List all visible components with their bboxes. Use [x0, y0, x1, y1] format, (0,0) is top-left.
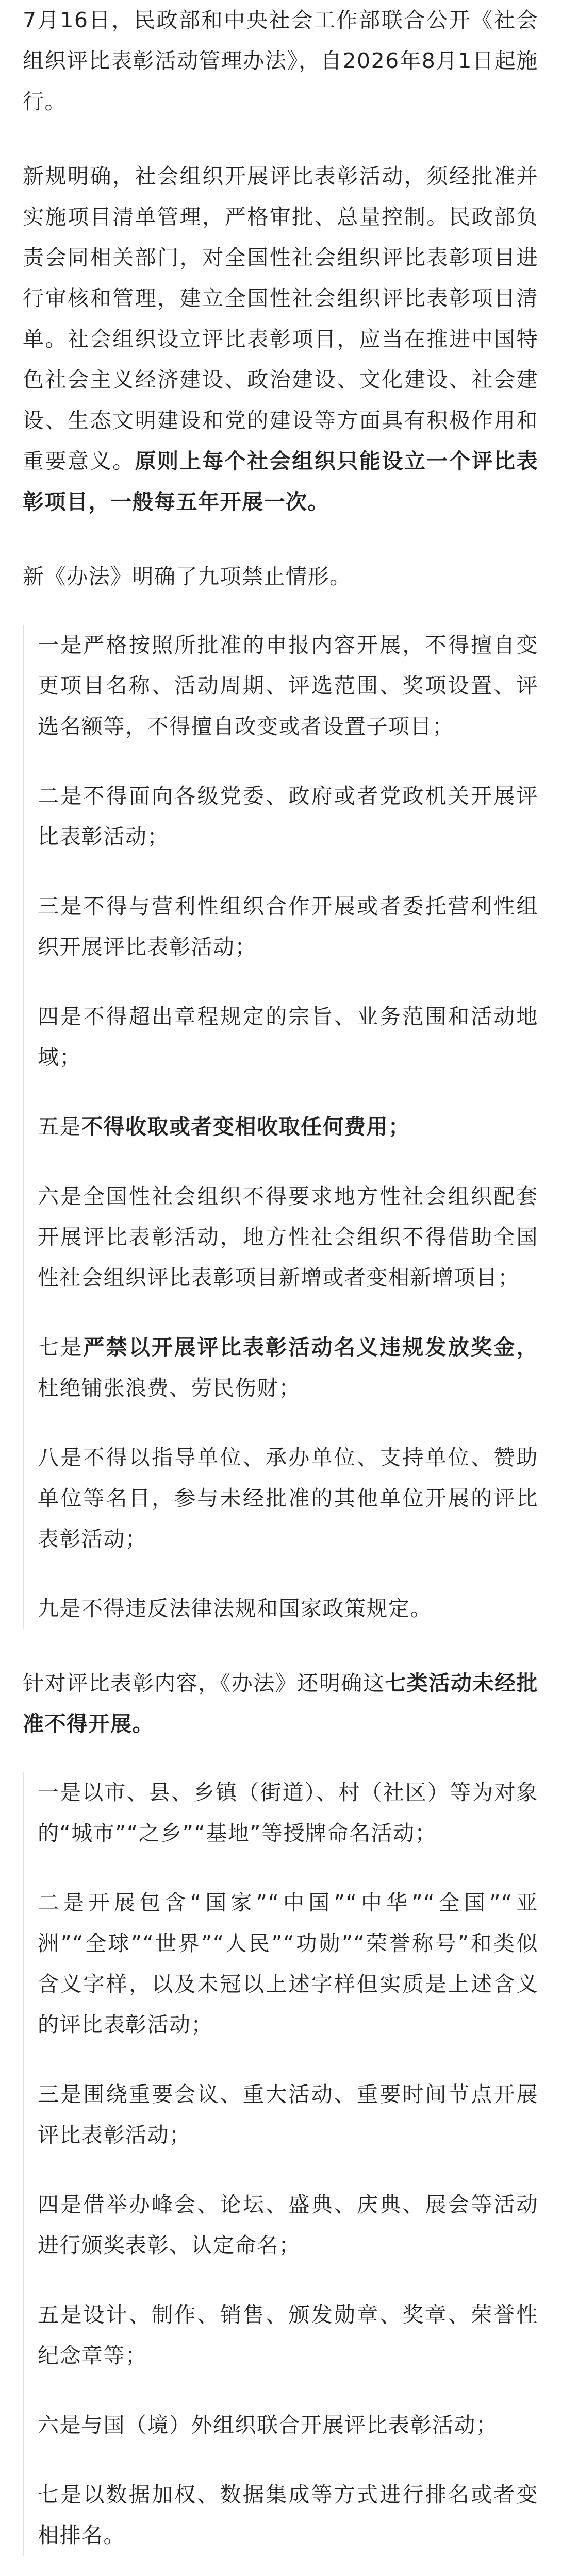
- prohibition-text: 五是: [38, 1114, 81, 1139]
- prohibition-item: [38, 886, 538, 968]
- prohibition-item: [38, 996, 538, 1078]
- prohibition-item: [38, 625, 538, 747]
- prohibition-item: [38, 776, 538, 857]
- prohibition-text: 一是严格按照所批准的申报内容开展，不得擅自变更项目名称、活动周期、评选范围、奖项设置、评选名额等，不得擅自改变或者设置子项目；: [38, 633, 538, 739]
- activity-item: 五是设计、制作、销售、颁发勋章、奖章、荣誉性纪念章等；: [38, 2302, 538, 2368]
- prohibition-bold-text: 严禁以开展评比表彰活动名义违规发放奖金，: [83, 1335, 539, 1360]
- activities-lead-text: 针对评比表彰内容，《办法》还明确这: [23, 1671, 385, 1696]
- prohibition-text: 九是不得违反法律法规和国家政策规定。: [38, 1596, 432, 1621]
- activity-item: 一是以市、县、乡镇（街道）、村（社区）等为对象的“城市”“之乡”“基地”等授牌命名活动；: [38, 1780, 538, 1845]
- prohibition-item: [38, 1327, 538, 1409]
- prohibition-text: 七是: [38, 1335, 84, 1360]
- prohibition-text: 六是全国性社会组织不得要求地方性社会组织配套开展评比表彰活动，地方性社会组织不得借助全国性社会组织评比表彰项目新增或者变相新增项目；: [38, 1184, 538, 1290]
- prohibition-item: [38, 1588, 538, 1629]
- prohibitions-lead: 新《办法》明确了九项禁止情形。: [23, 564, 352, 589]
- rules-text: 新规明确，社会组织开展评比表彰活动，须经批准并实施项目清单管理，严格审批、总量控制。民政部负责会同相关部门，对全国性社会组织评比表彰项目进行审核和管理，建立全国性社会组织评比表彰项目清单。社会组织设立评比表彰项目，应当在推进中国特色社会主义经济建设、政治建设、文化建设、社会建设、生态文明建设和党的建设等方面具有积极作用和重要意义。: [23, 164, 538, 473]
- prohibition-item: [38, 1107, 538, 1147]
- prohibition-text: 四是不得超出章程规定的宗旨、业务范围和活动地域；: [38, 1004, 538, 1070]
- activity-item: 三是围绕重要会议、重大活动、重要时间节点开展评比表彰活动；: [38, 2082, 538, 2147]
- prohibition-item: [38, 1437, 538, 1560]
- intro-paragraph: 7月16日，民政部和中央社会工作部联合公开《社会组织评比表彰活动管理办法》，自2026年8月1日起施行。: [23, 8, 538, 114]
- activities-quote-block: [23, 1772, 538, 2556]
- prohibition-text-after: 杜绝铺张浪费、劳民伤财；: [38, 1376, 301, 1400]
- activity-item: 六是与国（境）外组织联合开展评比表彰活动；: [38, 2413, 498, 2437]
- prohibition-item: [38, 1176, 538, 1298]
- activities-lead-key-point: 七类活动未经批准不得开展。: [23, 1671, 539, 1736]
- rules-paragraph: [23, 156, 538, 522]
- rules-key-point: 原则上每个社会组织只能设立一个评比表彰项目，一般每五年开展一次。: [23, 449, 539, 514]
- prohibition-text: 三是不得与营利性组织合作开展或者委托营利性组织开展评比表彰活动；: [38, 894, 538, 959]
- activity-item: 四是借举办峰会、论坛、盛典、庆典、展会等活动进行颁奖表彰、认定命名；: [38, 2192, 538, 2258]
- activity-item: 二是开展包含“国家”“中国”“中华”“全国”“亚洲”“全球”“世界”“人民”“功勋”“荣誉称号”和类似含义字样，以及未冠以上述字样但实质是上述含义的评比表彰活动；: [38, 1890, 538, 2037]
- activities-lead: [23, 1663, 538, 1744]
- prohibition-bold-text: 不得收取或者变相收取任何费用；: [81, 1114, 410, 1139]
- prohibitions-quote-block: [23, 625, 538, 1629]
- activity-item: 七是以数据加权、数据集成等方式进行排名或者变相排名。: [38, 2482, 538, 2548]
- prohibition-text: 二是不得面向各级党委、政府或者党政机关开展评比表彰活动；: [38, 784, 538, 849]
- prohibition-text: 八是不得以指导单位、承办单位、支持单位、赞助单位等名目，参与未经批准的其他单位开展的评比表彰活动；: [38, 1445, 538, 1551]
